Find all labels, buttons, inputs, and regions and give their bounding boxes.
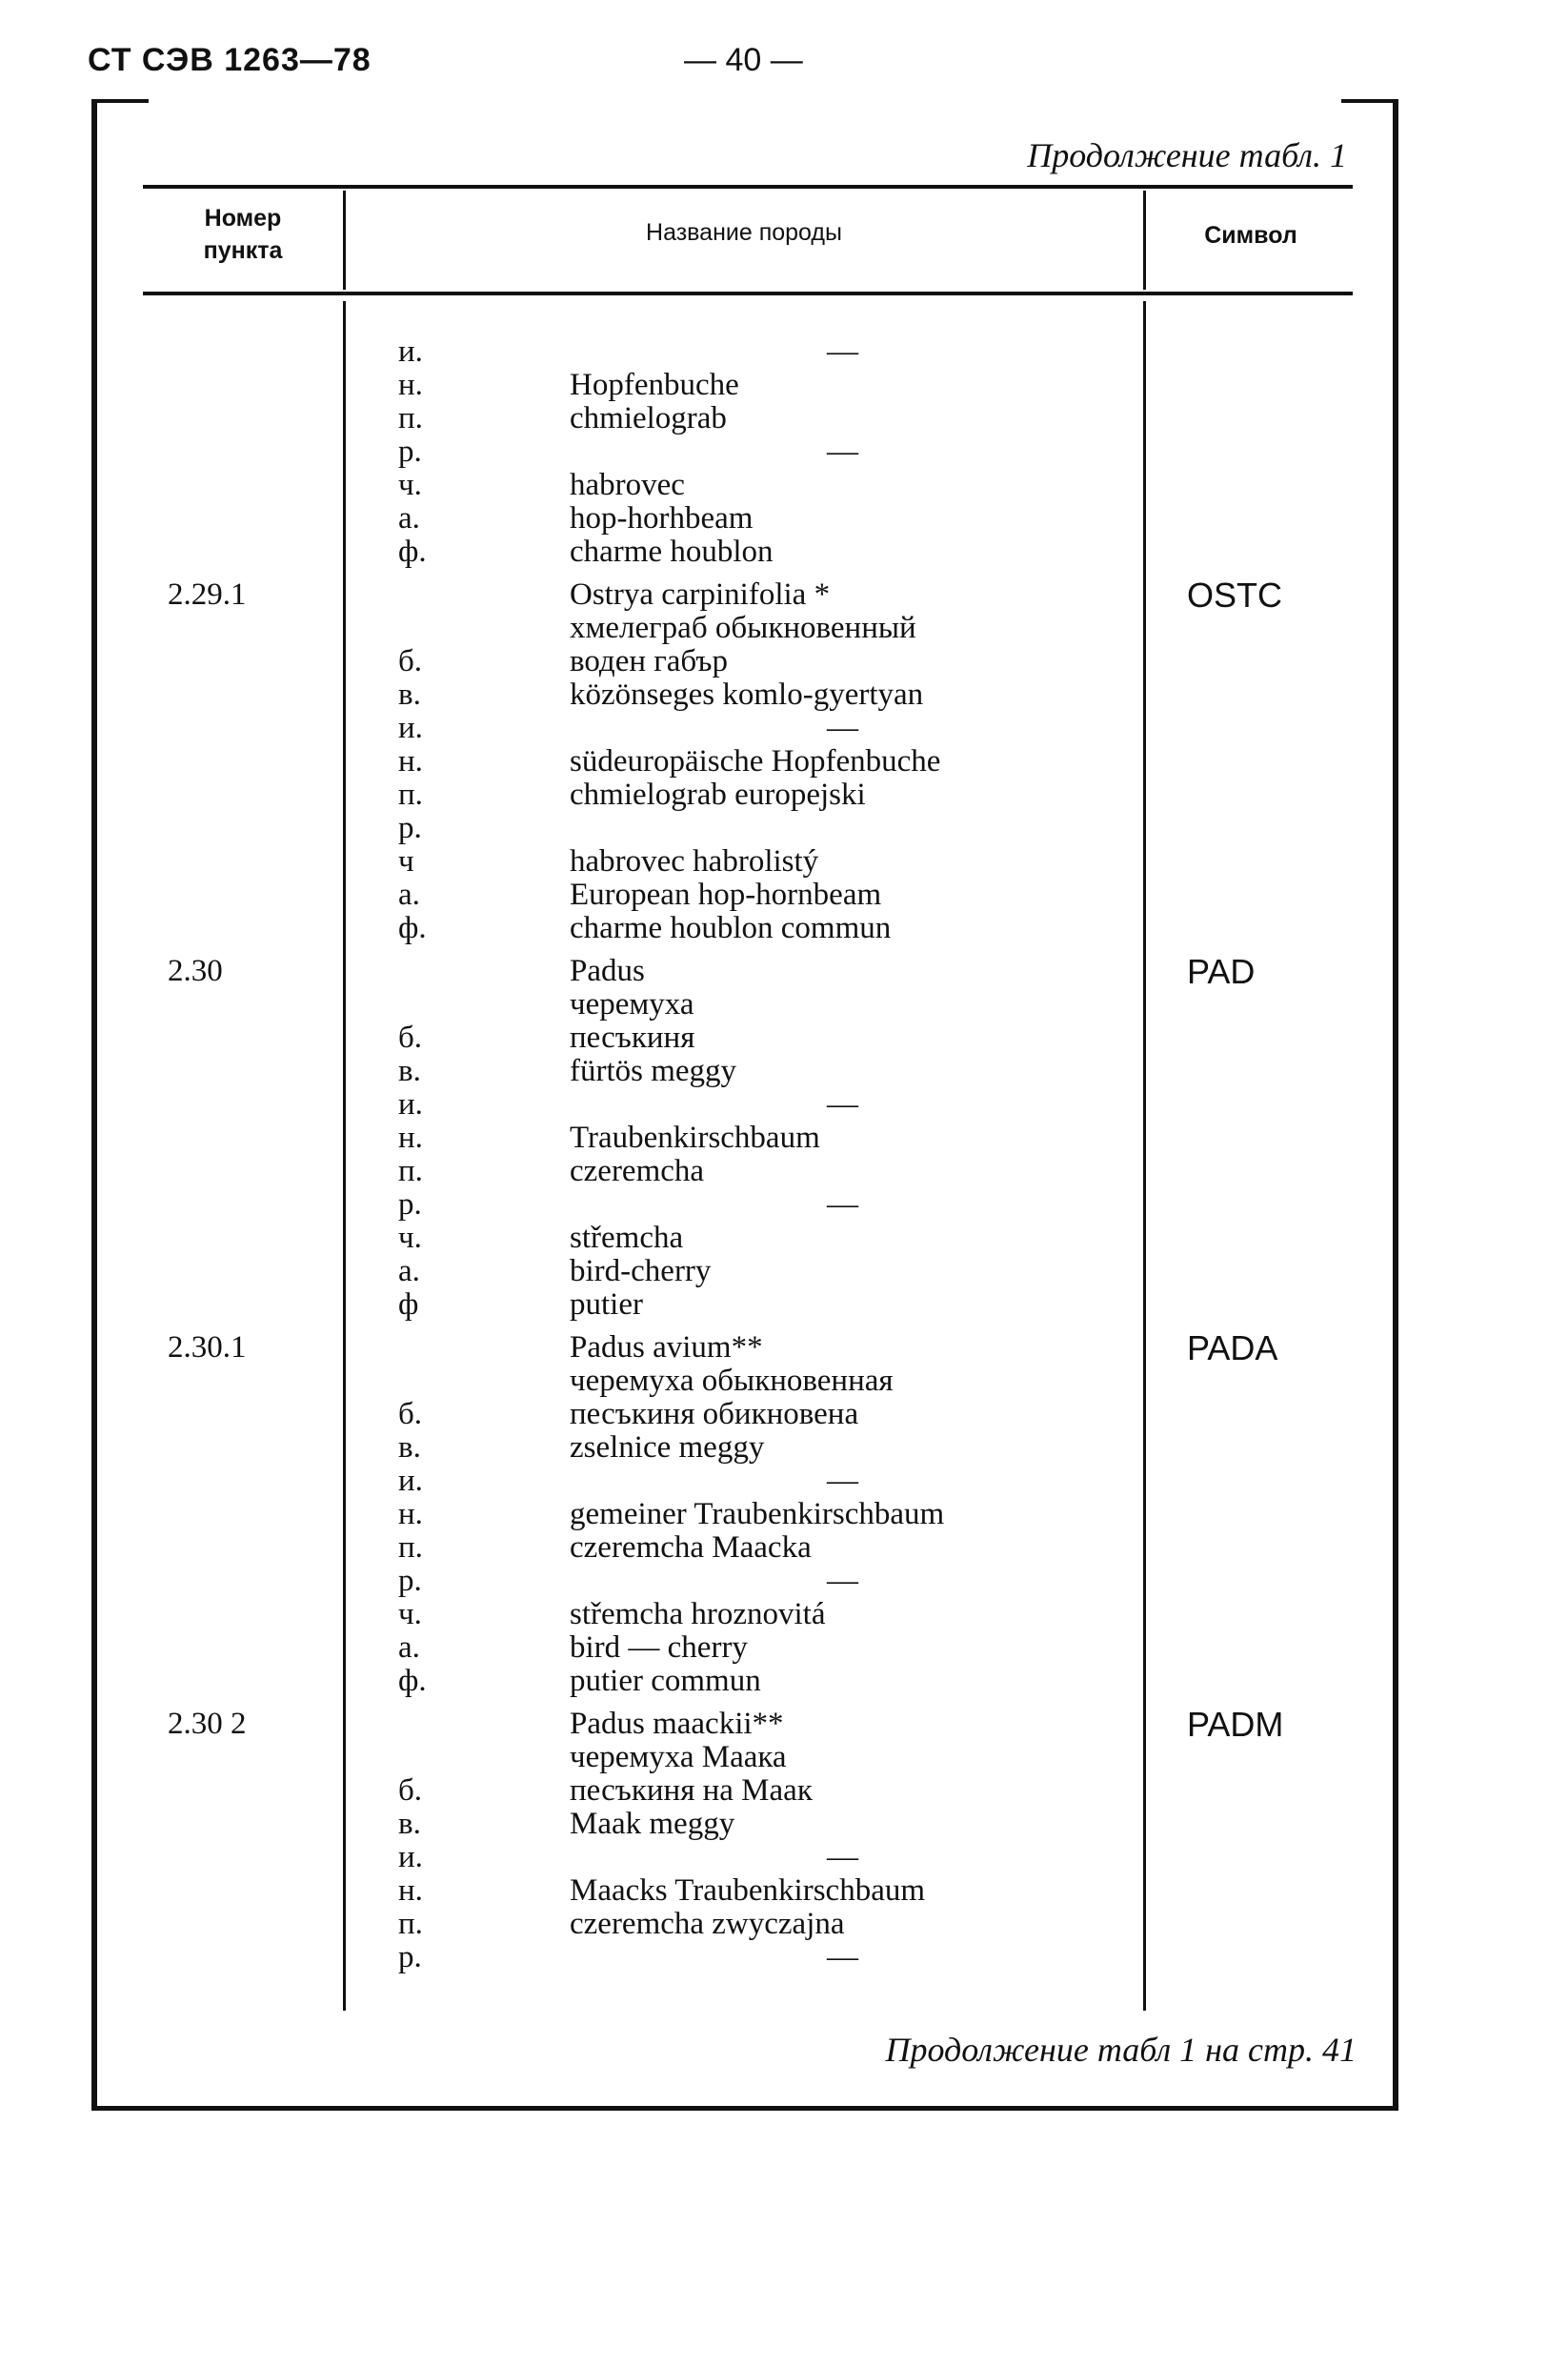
species-name: fürtös meggy xyxy=(570,1054,737,1088)
name-dash: — xyxy=(827,1087,858,1122)
name-dash: — xyxy=(827,1187,858,1222)
name-dash: — xyxy=(827,1464,858,1498)
table-row xyxy=(0,402,1568,435)
species-name: habrovec habrolistý xyxy=(570,844,819,879)
table-row xyxy=(0,1022,1568,1055)
table-row xyxy=(0,1665,1568,1698)
language-code: и. xyxy=(398,1087,423,1122)
language-code: п. xyxy=(398,778,423,812)
language-code: р. xyxy=(398,1940,422,1974)
language-code: а. xyxy=(398,1254,420,1288)
species-name: putier commun xyxy=(570,1664,761,1698)
species-name: Traubenkirschbaum xyxy=(570,1121,820,1155)
table-row xyxy=(0,1908,1568,1941)
table-row xyxy=(0,879,1568,912)
name-dash: — xyxy=(827,711,858,745)
table-row xyxy=(0,369,1568,402)
language-code: р. xyxy=(398,811,422,845)
language-code: н. xyxy=(398,1497,423,1531)
table-row xyxy=(0,1155,1568,1188)
table-row xyxy=(0,1774,1568,1808)
species-name: hop-horhbeam xyxy=(570,501,754,536)
language-code: р. xyxy=(398,435,422,469)
table-row xyxy=(0,435,1568,469)
language-code: и. xyxy=(398,711,423,745)
species-name: habrovec xyxy=(570,468,685,502)
header-number-line2: пункта xyxy=(203,237,283,264)
name-dash: — xyxy=(827,435,858,469)
header-number-line1: Номер xyxy=(204,205,282,232)
table-row xyxy=(0,1431,1568,1465)
table-row xyxy=(0,988,1568,1022)
language-code: ф. xyxy=(398,911,427,945)
species-name: chmielograb europejski xyxy=(570,778,866,812)
language-code: в. xyxy=(398,1054,421,1088)
table-row xyxy=(0,1465,1568,1498)
header-name: Название породы xyxy=(646,219,842,246)
species-name: gemeiner Traubenkirschbaum xyxy=(570,1497,945,1531)
table-row xyxy=(0,1398,1568,1431)
language-code: ф. xyxy=(398,1664,427,1698)
language-code: п. xyxy=(398,401,423,435)
language-code: п. xyxy=(398,1154,423,1188)
language-code: б. xyxy=(398,1021,423,1055)
species-name: Padus avium** xyxy=(570,1330,763,1365)
species-name: charme houblon commun xyxy=(570,911,892,945)
table-row xyxy=(0,536,1568,569)
species-symbol: PADA xyxy=(1187,1328,1278,1367)
name-dash: — xyxy=(827,1564,858,1598)
language-code: ч. xyxy=(398,1597,422,1631)
table-row xyxy=(0,1874,1568,1908)
language-code: ф. xyxy=(398,535,427,569)
item-number: 2.30 xyxy=(168,954,223,988)
language-code: в. xyxy=(398,678,421,712)
language-code: а. xyxy=(398,501,420,536)
species-name: European hop-hornbeam xyxy=(570,878,882,912)
standard-code: СТ СЭВ 1263—78 xyxy=(88,42,372,78)
table-row xyxy=(0,745,1568,779)
table-row xyxy=(0,779,1568,812)
table-row xyxy=(0,1055,1568,1088)
language-code: б. xyxy=(398,1773,423,1808)
language-code: в. xyxy=(398,1430,421,1465)
species-name: черемуха xyxy=(570,987,694,1022)
species-name: Padus xyxy=(570,954,645,988)
table-row xyxy=(0,1705,1568,1744)
language-code: б. xyxy=(398,644,423,678)
language-code: и. xyxy=(398,334,423,369)
language-code: р. xyxy=(398,1187,422,1222)
table-row xyxy=(0,576,1568,615)
table-top-rule xyxy=(143,185,1353,189)
header-symbol: Символ xyxy=(1204,222,1297,249)
table-row xyxy=(0,1188,1568,1222)
language-code: и. xyxy=(398,1840,423,1874)
species-name: песъкиня обикновена xyxy=(570,1397,859,1431)
species-name: песъкиня xyxy=(570,1021,695,1055)
frame-corner-top-right xyxy=(1341,99,1398,103)
item-number: 2.30 2 xyxy=(168,1707,247,1741)
table-row xyxy=(0,1365,1568,1398)
table-row xyxy=(0,1498,1568,1531)
species-name: střemcha hroznovitá xyxy=(570,1597,826,1631)
table-row xyxy=(0,645,1568,678)
name-dash: — xyxy=(827,1940,858,1974)
species-name: czeremcha zwyczajna xyxy=(570,1907,845,1941)
header-divider-2 xyxy=(1143,191,1146,290)
table-row xyxy=(0,678,1568,712)
language-code: ф xyxy=(398,1287,419,1322)
language-code: а. xyxy=(398,878,420,912)
table-row xyxy=(0,1841,1568,1874)
name-dash: — xyxy=(827,334,858,369)
page-number: — 40 — xyxy=(684,42,803,78)
language-code: ч xyxy=(398,844,414,879)
language-code: и. xyxy=(398,1464,423,1498)
table-row xyxy=(0,1565,1568,1598)
table-row xyxy=(0,1255,1568,1288)
table-row xyxy=(0,502,1568,536)
table-row xyxy=(0,612,1568,645)
species-name: черемуха обыкновенная xyxy=(570,1364,894,1398)
header-number xyxy=(143,202,343,267)
species-name: воден габър xyxy=(570,644,728,678)
species-name: Ostrya carpinifolia * xyxy=(570,577,831,612)
language-code: п. xyxy=(398,1907,423,1941)
species-name: Hopfenbuche xyxy=(570,368,739,402)
species-name: песъкиня на Маак xyxy=(570,1773,813,1808)
table-row xyxy=(0,1808,1568,1841)
language-code: н. xyxy=(398,744,423,779)
species-name: хмелеграб обыкновенный xyxy=(570,611,916,645)
table-row xyxy=(0,1328,1568,1367)
species-name: Padus maackii** xyxy=(570,1707,784,1741)
species-name: Maak meggy xyxy=(570,1807,735,1841)
frame-corner-top-left xyxy=(91,99,149,103)
species-symbol: PAD xyxy=(1187,952,1256,991)
table-row xyxy=(0,812,1568,845)
table-row xyxy=(0,1288,1568,1322)
table-row xyxy=(0,845,1568,879)
species-name: bird-cherry xyxy=(570,1254,712,1288)
table-row xyxy=(0,335,1568,369)
species-symbol: PADM xyxy=(1187,1705,1284,1744)
table-row xyxy=(0,1741,1568,1774)
language-code: р. xyxy=(398,1564,422,1598)
language-code: в. xyxy=(398,1807,421,1841)
species-name: bird — cherry xyxy=(570,1630,748,1665)
table-row xyxy=(0,712,1568,745)
table-row xyxy=(0,1631,1568,1665)
language-code: п. xyxy=(398,1530,423,1565)
species-name: südeuropäische Hopfenbuche xyxy=(570,744,941,779)
table-row xyxy=(0,912,1568,945)
species-name: charme houblon xyxy=(570,535,774,569)
language-code: ч. xyxy=(398,1221,422,1255)
table-row xyxy=(0,952,1568,991)
table-row xyxy=(0,1122,1568,1155)
table-header-rule xyxy=(143,292,1353,295)
table-row xyxy=(0,469,1568,502)
language-code: н. xyxy=(398,1121,423,1155)
species-name: черемуха Маака xyxy=(570,1740,787,1774)
table-row xyxy=(0,1941,1568,1974)
language-code: а. xyxy=(398,1630,420,1665)
species-name: czeremcha Maacka xyxy=(570,1530,812,1565)
item-number: 2.30.1 xyxy=(168,1330,247,1365)
species-name: zselnice meggy xyxy=(570,1430,765,1465)
continuation-note-bottom: Продолжение табл 1 на стр. 41 xyxy=(885,2031,1357,2069)
species-symbol: OSTC xyxy=(1187,576,1283,615)
species-name: střemcha xyxy=(570,1221,684,1255)
species-name: közönseges komlo-gyertyan xyxy=(570,678,924,712)
species-name: Maacks Traubenkirschbaum xyxy=(570,1873,926,1908)
species-name: putier xyxy=(570,1287,643,1322)
language-code: ч. xyxy=(398,468,422,502)
species-name: chmielograb xyxy=(570,401,727,435)
language-code: б. xyxy=(398,1397,423,1431)
table-row xyxy=(0,1088,1568,1122)
language-code: н. xyxy=(398,1873,423,1908)
species-name: czeremcha xyxy=(570,1154,705,1188)
language-code: н. xyxy=(398,368,423,402)
table-row xyxy=(0,1598,1568,1631)
table-row xyxy=(0,1531,1568,1565)
continuation-note-top: Продолжение табл. 1 xyxy=(1027,136,1347,174)
table-row xyxy=(0,1222,1568,1255)
frame-bottom-border xyxy=(91,2106,1398,2111)
item-number: 2.29.1 xyxy=(168,577,247,612)
name-dash: — xyxy=(827,1840,858,1874)
